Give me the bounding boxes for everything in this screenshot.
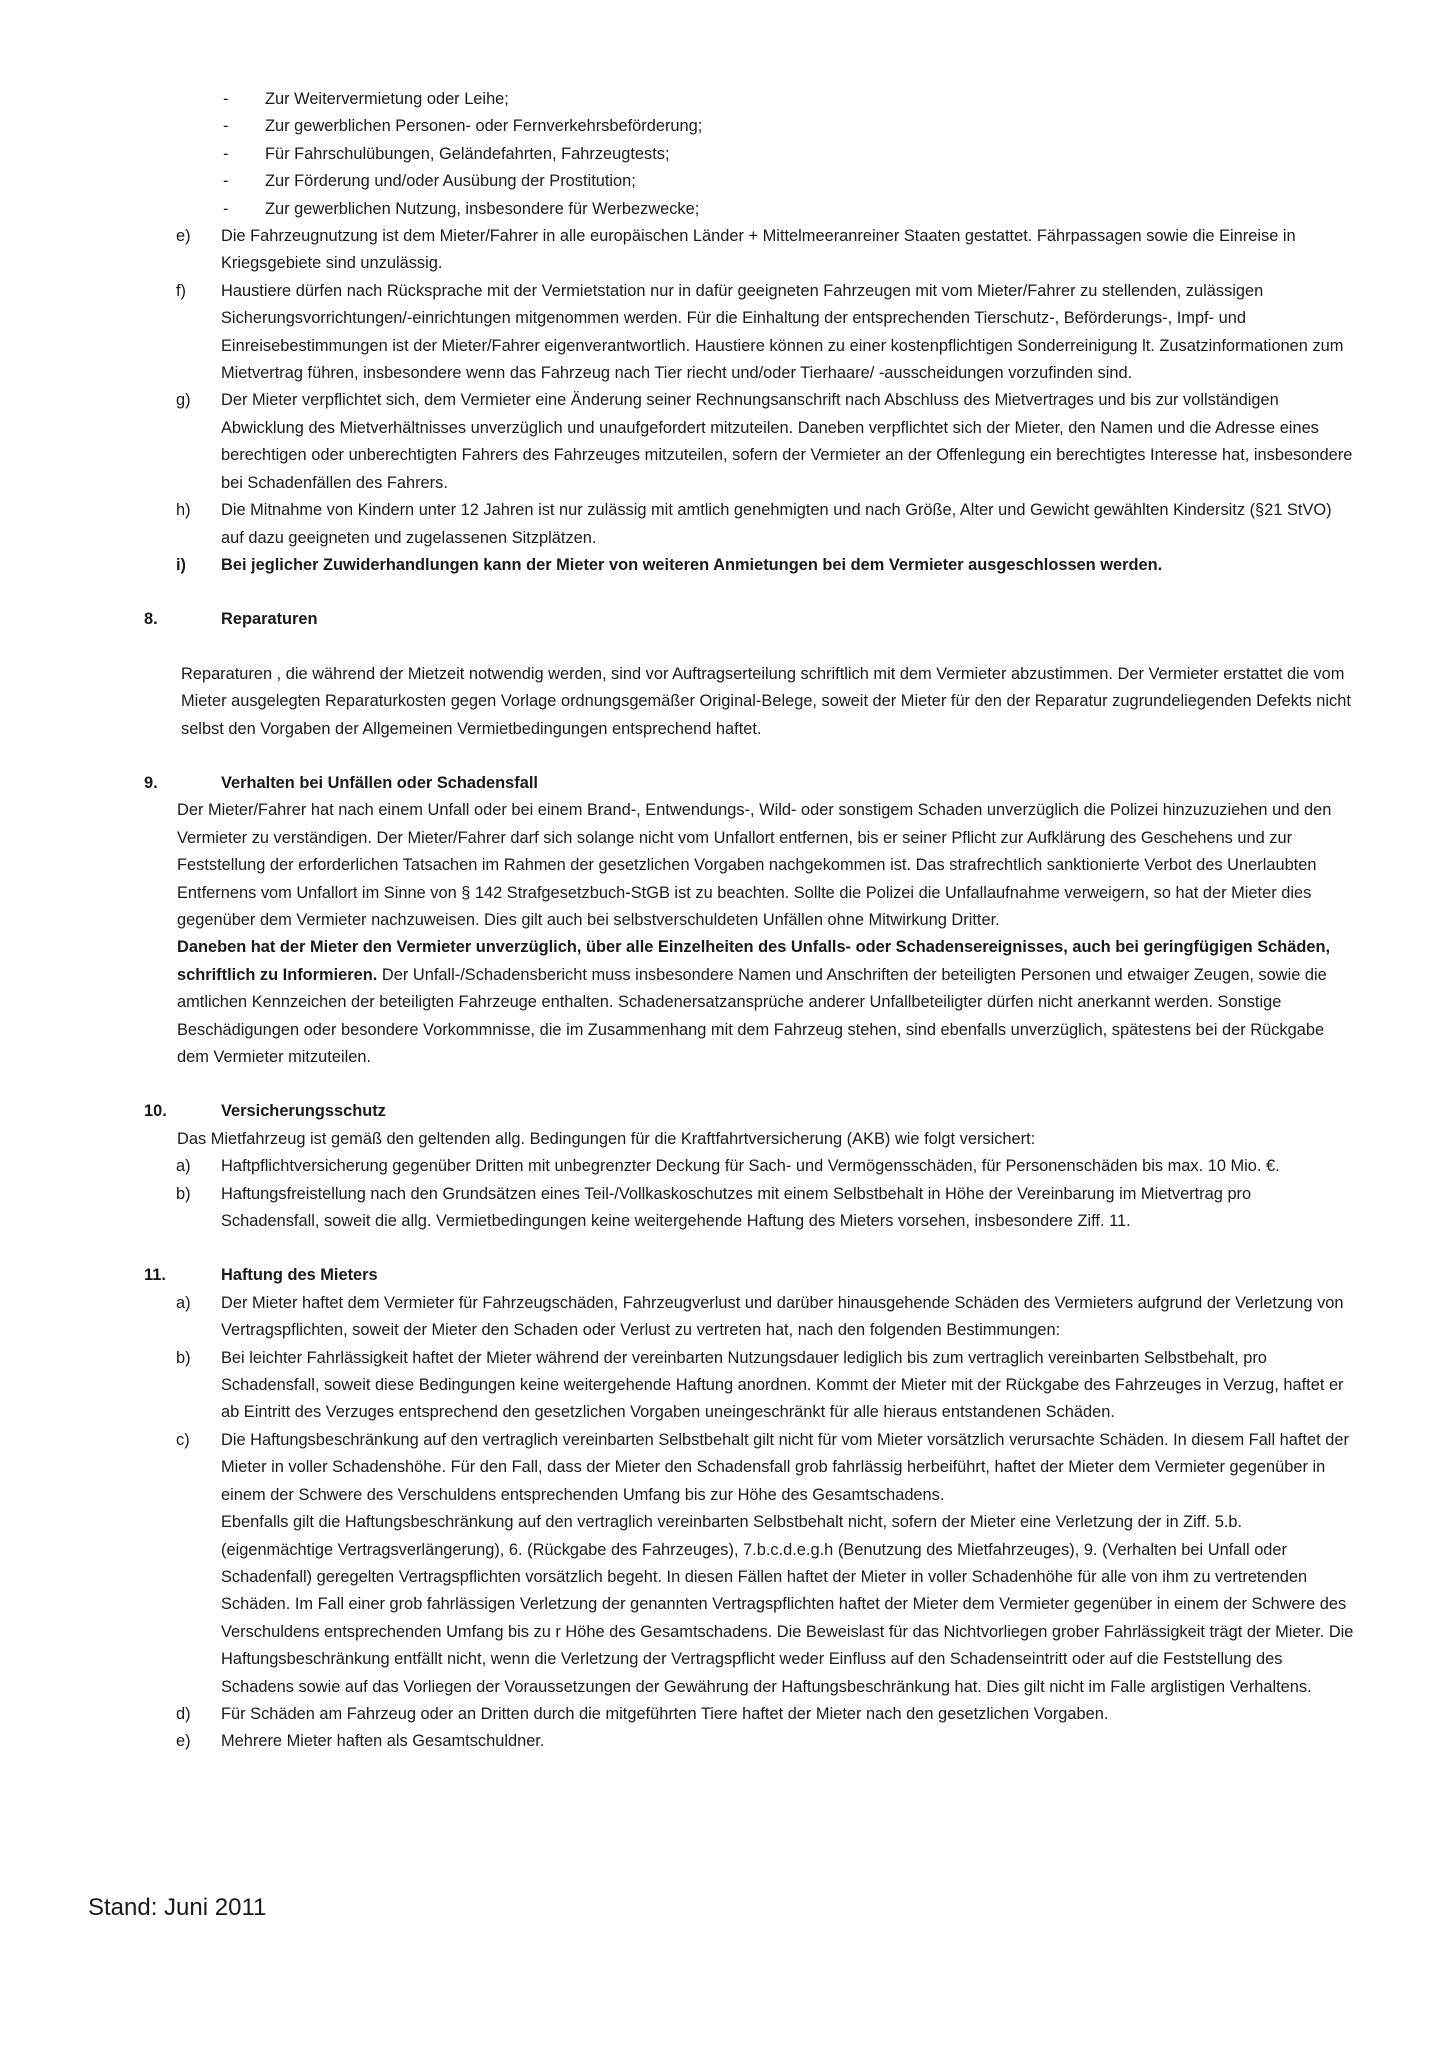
section-title: Verhalten bei Unfällen oder Schadensfall bbox=[221, 773, 538, 792]
section-title: Versicherungsschutz bbox=[221, 1102, 386, 1121]
clause-item bbox=[144, 223, 1354, 278]
clause-label: h) bbox=[176, 501, 191, 520]
list-item: - Für Fahrschulübungen, Geländefahrten, Fahrzeugtests; bbox=[144, 141, 1354, 168]
clause-text: Die Haftungsbeschränkung auf den vertraglich vereinbarten Selbstbehalt gilt nicht für vom Mieter vorsätzlich verursachte Schäden. In diesem Fall haftet der Mieter in voller Schadenshöhe. Für den Fall, dass der Mieter den Schadensfall grob fahrlässig herbeiführt, haftet der Mieter dem Vermieter gegenüber in einem der Schwere des Verschuldens entsprechenden Umfang bis zur Höhe des Gesamtschadens. bbox=[221, 1430, 1349, 1504]
clause-item bbox=[144, 1701, 1354, 1728]
clause-text-continued: Ebenfalls gilt die Haftungsbeschränkung auf den vertraglich vereinbarten Selbstbehalt nicht, sofern der Mieter eine Verletzung der in Ziff. 5.b. (eigenmächtige Vertragsverlängerung), 6. (Rückgabe des Fahrzeuges), 7.b.c.d.e.g.h (Benutzung des Mietfahrzeuges), 9. (Verhalten bei Unfall oder Schadenfall) geregelten Vertragspflichten vorsätzlich begeht. In diesen Fällen haftet der Mieter in voller Schadenhöhe für alle von ihm zu vertretenden Schäden. Im Fall einer grob fahrlässigen Verletzung der genannten Vertragspflichten haftet der Mieter dem Vermieter gegenüber in einem der Schwere des Verschuldens entsprechenden Umfang bis zu r Höhe des Gesamtschadens. Die Beweislast für das Nichtvorliegen grober Fahrlässigkeit trägt der Mieter. Die Haftungsbeschränkung entfällt nicht, wenn die Verletzung der Vertragspflicht weder Einfluss auf den Schadenseintritt oder auf die Feststellung des Schadens sowie auf das Vorliegen der Voraussetzungen der Gewährung der Haftungsbeschränkung hat. Dies gilt nicht im Falle arglistigen Verhaltens. bbox=[221, 1513, 1354, 1696]
clause-text: Der Mieter haftet dem Vermieter für Fahrzeugschäden, Fahrzeugverlust und darüber hinausgehende Schäden des Vermieters aufgrund der Verletzung von Vertragspflichten, soweit der Mieter den Schaden oder Verlust zu vertreten hat, nach den folgenden Bestimmungen: bbox=[221, 1293, 1344, 1340]
clause-text: Bei jeglicher Zuwiderhandlungen kann der Mieter von weiteren Anmietungen bei dem Vermieter ausgeschlossen werden. bbox=[221, 555, 1163, 574]
clause-label: f) bbox=[176, 281, 187, 300]
section-paragraph: Reparaturen , die während der Mietzeit notwendig werden, sind vor Auftragserteilung schriftlich mit dem Vermieter abzustimmen. Der Vermieter erstattet die vom Mieter ausgelegten Reparaturkosten gegen Vorlage ordnungsgemäßer Original-Belege, soweit der Mieter für den der Reparatur zugrundeliegenden Defekts nicht selbst den Vorgaben der Allgemeinen Vermietbedingungen entsprechend haftet. bbox=[181, 664, 1351, 738]
clause-label: a) bbox=[176, 1157, 191, 1176]
section-paragraph: Der Mieter/Fahrer hat nach einem Unfall oder bei einem Brand-, Entwendungs-, Wild- oder sonstigem Schaden unverzüglich die Polizei hinzuzuziehen und den Vermieter zu verständigen. Der Mieter/Fahrer darf sich solange nicht vom Unfallort entfernen, bis er seiner Pflicht zur Aufklärung des Geschehens und zur Feststellung der erforderlichen Tatsachen im Rahmen der gesetzlichen Vorgaben nachgekommen ist. Das strafrechtlich sanktionierte Verbot des Unerlaubten Entfernens vom Unfallort im Sinne von § 142 Strafgesetzbuch-StGB ist zu beachten. Sollte die Polizei die Unfallaufnahme verweigern, so hat der Mieter dies gegenüber dem Vermieter nachzuweisen. Dies gilt auch bei selbstverschuldeten Unfällen ohne Mitwirkung Dritter. bbox=[177, 801, 1332, 929]
section-number: 11. bbox=[144, 1266, 166, 1285]
clause-item bbox=[144, 1427, 1354, 1701]
clause-text: Für Schäden am Fahrzeug oder an Dritten durch die mitgeführten Tiere haftet der Mieter nach den gesetzlichen Vorgaben. bbox=[221, 1704, 1109, 1723]
list-item: - Zur gewerblichen Nutzung, insbesondere für Werbezwecke; bbox=[144, 196, 1354, 223]
clause-label: b) bbox=[176, 1184, 191, 1203]
section-heading bbox=[144, 770, 1354, 797]
dash-marker: - bbox=[223, 199, 229, 218]
clause-label: e) bbox=[176, 1732, 191, 1751]
list-item: - Zur Weitervermietung oder Leihe; bbox=[144, 86, 1354, 113]
list-item: - Zur gewerblichen Personen- oder Fernverkehrsbeförderung; bbox=[144, 113, 1354, 140]
clause-text: Die Fahrzeugnutzung ist dem Mieter/Fahrer in alle europäischen Länder + Mittelmeeranreiner Staaten gestattet. Fährpassagen sowie die Einreise in Kriegsgebiete sind unzulässig. bbox=[221, 227, 1296, 273]
clause-item bbox=[144, 1728, 1354, 1755]
clause-item bbox=[144, 1290, 1354, 1345]
clause-label: i) bbox=[176, 555, 187, 574]
section-number: 8. bbox=[144, 610, 158, 629]
section-title: Reparaturen bbox=[221, 610, 318, 629]
clause-label: g) bbox=[176, 391, 191, 410]
clause-label: e) bbox=[176, 227, 191, 246]
clause-text: Die Mitnahme von Kindern unter 12 Jahren ist nur zulässig mit amtlich genehmigten und nach Größe, Alter und Gewicht gewählten Kindersitz (§21 StVO) auf dazu geeigneten und zugelassenen Sitzplätzen. bbox=[221, 501, 1332, 547]
clause-item bbox=[144, 497, 1354, 552]
clause-text: Bei leichter Fahrlässigkeit haftet der Mieter während der vereinbarten Nutzungsdauer lediglich bis zum vertraglich vereinbarten Selbstbehalt, pro Schadensfall, soweit diese Bedingungen keine weitergehende Haftung anordnen. Kommt der Mieter mit der Rückgabe des Fahrzeuges in Verzug, haftet er ab Eintritt des Verzuges entsprechend den gesetzlichen Vorgaben uneingeschränkt für alle hieraus entstandenen Schäden. bbox=[221, 1348, 1344, 1422]
document-body bbox=[144, 86, 1354, 1756]
clause-item bbox=[144, 1153, 1354, 1180]
section-heading bbox=[144, 606, 1354, 633]
section-paragraph: Daneben hat der Mieter den Vermieter unverzüglich, über alle Einzelheiten des Unfalls- oder Schadensereignisses, auch bei geringfügigen Schäden, schriftlich zu Informieren. Der Unfall-/Schadensbericht muss insbesondere Namen und Anschriften der beteiligten Personen und etwaiger Zeugen, sowie die amtlichen Kennzeichen der beteiligten Fahrzeuge enthalten. Schadenersatzansprüche anderer Unfallbeteiligter dürfen nicht anerkannt werden. Sonstige Beschädigungen oder besondere Vorkommnisse, die im Zusammenhang mit dem Fahrzeug stehen, sind ebenfalls unverzüglich, spätestens bei der Rückgabe dem Vermieter mitzuteilen. bbox=[177, 938, 1331, 1066]
clause-item bbox=[144, 278, 1354, 388]
clause-item bbox=[144, 1181, 1354, 1236]
clause-label: c) bbox=[176, 1430, 190, 1449]
section-number: 9. bbox=[144, 773, 158, 792]
section-paragraph: Das Mietfahrzeug ist gemäß den geltenden allg. Bedingungen für die Kraftfahrtversicherung (AKB) wie folgt versichert: bbox=[177, 1129, 1036, 1148]
list-item: - Zur Förderung und/oder Ausübung der Prostitution; bbox=[144, 168, 1354, 195]
footer-date: Stand: Juni 2011 bbox=[88, 1894, 267, 1921]
dash-marker: - bbox=[223, 144, 229, 163]
section-heading bbox=[144, 1098, 1354, 1125]
dash-marker: - bbox=[223, 172, 229, 191]
clause-text: Haustiere dürfen nach Rücksprache mit der Vermietstation nur in dafür geeigneten Fahrzeugen mit vom Mieter/Fahrer zu stellenden, zulässigen Sicherungsvorrichtungen/-einrichtungen mitgenommen werden. Für die Einhaltung der entsprechenden Tierschutz-, Beförderungs-, Impf- und Einreisebestimmungen ist der Mieter/Fahrer eigenverantwortlich. Haustiere können zu einer kostenpflichtigen Sonderreinigung lt. Zusatzinformationen zum Mietvertrag führen, insbesondere wenn das Fahrzeug nach Tier riecht und/oder Tierhaare/ -ausscheidungen vorzufinden sind. bbox=[221, 281, 1344, 383]
clause-label: a) bbox=[176, 1293, 191, 1312]
clause-item bbox=[144, 387, 1354, 497]
clause-text: Mehrere Mieter haften als Gesamtschuldner. bbox=[221, 1732, 545, 1751]
section-heading bbox=[144, 1262, 1354, 1289]
clause-text: Der Mieter verpflichtet sich, dem Vermieter eine Änderung seiner Rechnungsanschrift nach Abschluss des Mietvertrages und bis zur vollständigen Abwicklung des Mietverhältnisses unverzüglich und unaufgefordert mitzuteilen. Daneben verpflichtet sich der Mieter, den Namen und die Adresse eines berechtigen oder unberechtigten Fahrers des Fahrzeuges mitzuteilen, sofern der Vermieter an der Offenlegung ein berechtigtes Interesse hat, insbesondere bei Schadenfällen des Fahrers. bbox=[221, 391, 1353, 492]
section-title: Haftung des Mieters bbox=[221, 1266, 378, 1285]
section-number: 10. bbox=[144, 1102, 167, 1121]
emphasis-text: Daneben hat der Mieter den Vermieter unverzüglich, über alle Einzelheiten des Unfalls- oder Schadensereignisses, auch bei geringfügigen Schäden, schriftlich zu Informieren. bbox=[177, 938, 1331, 984]
clause-item bbox=[144, 1345, 1354, 1427]
clause-item bbox=[144, 552, 1354, 579]
clause-label: b) bbox=[176, 1348, 191, 1367]
dash-marker: - bbox=[223, 117, 229, 136]
clause-text: Haftpflichtversicherung gegenüber Dritten mit unbegrenzter Deckung für Sach- und Vermögensschäden, für Personenschäden bis max. 10 Mio. €. bbox=[221, 1157, 1280, 1176]
clause-text: Haftungsfreistellung nach den Grundsätzen eines Teil-/Vollkaskoschutzes mit einem Selbstbehalt in Höhe der Vereinbarung im Mietvertrag pro Schadensfall, soweit die allg. Vermietbedingungen keine weitergehende Haftung des Mieters vorsehen, insbesondere Ziff. 11. bbox=[221, 1184, 1252, 1231]
dash-marker: - bbox=[223, 90, 229, 108]
clause-label: d) bbox=[176, 1704, 191, 1723]
